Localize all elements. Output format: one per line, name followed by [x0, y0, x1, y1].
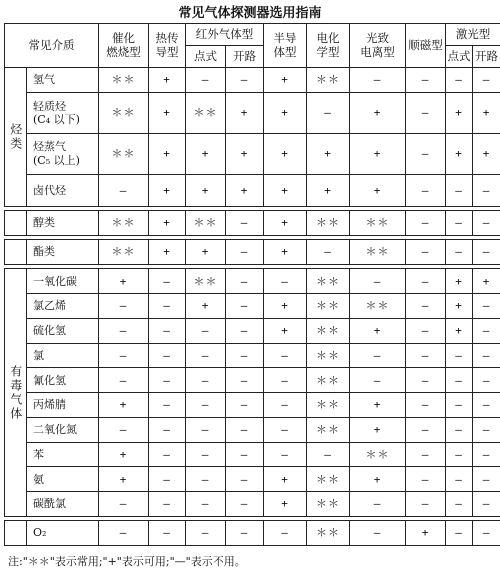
value-cell: + — [149, 68, 186, 93]
value-cell: ＊＊ — [307, 393, 350, 418]
medium-name-cell: 碳酰氯 — [27, 492, 99, 517]
value-cell: — — [226, 442, 264, 467]
value-cell: — — [307, 442, 350, 467]
medium-name-cell: 氢气 — [27, 68, 99, 93]
value-cell: ＊＊ — [307, 343, 350, 368]
value-cell: — — [350, 368, 406, 393]
value-cell: — — [186, 318, 226, 343]
value-cell: + — [264, 240, 307, 265]
value-cell: — — [473, 417, 500, 442]
value-cell: — — [99, 318, 149, 343]
value-cell: ＊＊ — [350, 294, 406, 319]
medium-name-cell: 轻质烃 (C₄ 以下) — [27, 92, 99, 133]
value-cell: — — [473, 318, 500, 343]
value-cell: — — [406, 442, 446, 467]
value-cell: + — [149, 92, 186, 133]
value-cell: — — [406, 269, 446, 294]
value-cell: ＊＊ — [350, 442, 406, 467]
value-cell: — — [264, 521, 307, 546]
value-cell: + — [186, 133, 226, 174]
value-cell: + — [446, 269, 473, 294]
value-cell: — — [149, 318, 186, 343]
value-cell: — — [406, 68, 446, 93]
value-cell: — — [473, 294, 500, 319]
value-cell: + — [350, 417, 406, 442]
value-cell: — — [149, 492, 186, 517]
value-cell: — — [226, 368, 264, 393]
value-cell: + — [350, 467, 406, 492]
value-cell: + — [446, 294, 473, 319]
value-cell: — — [446, 492, 473, 517]
value-cell: ＊＊ — [307, 492, 350, 517]
value-cell: — — [186, 393, 226, 418]
value-cell: ＊＊ — [186, 211, 226, 236]
value-cell: — — [350, 269, 406, 294]
value-cell: — — [446, 521, 473, 546]
table-row — [5, 133, 500, 174]
value-cell: + — [186, 294, 226, 319]
value-cell: — — [446, 240, 473, 265]
value-cell: — — [149, 393, 186, 418]
value-cell: + — [473, 269, 500, 294]
value-cell: — — [99, 521, 149, 546]
value-cell: + — [473, 133, 500, 174]
value-cell: — — [226, 343, 264, 368]
value-cell: — — [406, 393, 446, 418]
value-cell: + — [149, 133, 186, 174]
table-row — [5, 467, 500, 492]
value-cell: — — [149, 442, 186, 467]
value-cell: ＊＊ — [307, 467, 350, 492]
value-cell: — — [446, 174, 473, 206]
category-cell — [5, 240, 27, 265]
value-cell: — — [264, 417, 307, 442]
value-cell: + — [350, 92, 406, 133]
value-cell: — — [99, 368, 149, 393]
value-cell: — — [446, 211, 473, 236]
medium-name-cell: 氯乙烯 — [27, 294, 99, 319]
table-row — [5, 318, 500, 343]
value-cell: ＊＊ — [186, 92, 226, 133]
value-cell: + — [149, 240, 186, 265]
value-cell: — — [446, 393, 473, 418]
value-cell: + — [350, 174, 406, 206]
value-cell: + — [99, 269, 149, 294]
value-cell: — — [406, 492, 446, 517]
value-cell: ＊＊ — [307, 294, 350, 319]
value-cell: — — [446, 68, 473, 93]
value-cell: — — [406, 343, 446, 368]
table-row — [5, 174, 500, 206]
header-medium: 常见介质 — [5, 24, 99, 68]
value-cell: — — [186, 467, 226, 492]
value-cell: + — [350, 318, 406, 343]
table-row — [5, 343, 500, 368]
value-cell: — — [473, 343, 500, 368]
value-cell: — — [226, 211, 264, 236]
value-cell: — — [406, 417, 446, 442]
value-cell: + — [226, 92, 264, 133]
table-row — [5, 92, 500, 133]
value-cell: — — [473, 492, 500, 517]
value-cell: + — [99, 467, 149, 492]
value-cell: — — [473, 442, 500, 467]
value-cell: — — [226, 467, 264, 492]
table-row — [5, 269, 500, 294]
value-cell: — — [186, 417, 226, 442]
table-body — [5, 68, 500, 546]
category-cell: 有毒气体 — [5, 269, 27, 517]
table-row — [5, 368, 500, 393]
value-cell: — — [446, 417, 473, 442]
header-infrared: 红外气体型 — [186, 24, 264, 46]
value-cell: — — [264, 393, 307, 418]
value-cell: — — [186, 492, 226, 517]
value-cell: — — [350, 492, 406, 517]
value-cell: ＊＊ — [307, 368, 350, 393]
category-cell — [5, 521, 27, 546]
header-catalytic: 催化 燃烧型 — [99, 24, 149, 68]
value-cell: — — [307, 92, 350, 133]
value-cell: ＊＊ — [99, 68, 149, 93]
value-cell: + — [446, 92, 473, 133]
value-cell: — — [473, 393, 500, 418]
value-cell: — — [226, 318, 264, 343]
table-row — [5, 294, 500, 319]
medium-name-cell: 氯 — [27, 343, 99, 368]
value-cell: — — [406, 211, 446, 236]
value-cell: + — [226, 133, 264, 174]
value-cell: + — [406, 521, 446, 546]
value-cell: + — [350, 393, 406, 418]
value-cell: — — [307, 240, 350, 265]
value-cell: — — [406, 174, 446, 206]
header-infrared-open: 开路 — [226, 46, 264, 68]
value-cell: — — [446, 368, 473, 393]
table-row — [5, 417, 500, 442]
value-cell: + — [186, 240, 226, 265]
value-cell: — — [446, 467, 473, 492]
value-cell: + — [264, 294, 307, 319]
medium-name-cell: 醇类 — [27, 211, 99, 236]
medium-name-cell: 烃蒸气 (C₅ 以上) — [27, 133, 99, 174]
header-semiconductor: 半导 体型 — [264, 24, 307, 68]
table-row — [5, 492, 500, 517]
value-cell: ＊＊ — [307, 417, 350, 442]
header-thermal: 热传 导型 — [149, 24, 186, 68]
value-cell: — — [264, 442, 307, 467]
value-cell: — — [473, 521, 500, 546]
value-cell: + — [264, 492, 307, 517]
medium-name-cell: 苯 — [27, 442, 99, 467]
value-cell: ＊＊ — [307, 68, 350, 93]
value-cell: — — [226, 68, 264, 93]
value-cell: — — [186, 442, 226, 467]
value-cell: — — [149, 368, 186, 393]
header-photoionization: 光致 电离型 — [350, 24, 406, 68]
value-cell: — — [264, 368, 307, 393]
category-cell: 烃类 — [5, 68, 27, 207]
value-cell: — — [406, 467, 446, 492]
medium-name-cell: 硫化氢 — [27, 318, 99, 343]
header-laser-open: 开路 — [473, 46, 500, 68]
value-cell: — — [406, 133, 446, 174]
value-cell: + — [264, 467, 307, 492]
value-cell: + — [446, 318, 473, 343]
value-cell: — — [406, 368, 446, 393]
value-cell: — — [99, 343, 149, 368]
value-cell: — — [350, 68, 406, 93]
value-cell: + — [149, 174, 186, 206]
table-row — [5, 521, 500, 546]
value-cell: ＊＊ — [186, 269, 226, 294]
value-cell: — — [350, 521, 406, 546]
value-cell: — — [186, 68, 226, 93]
value-cell: — — [149, 467, 186, 492]
value-cell: ＊＊ — [99, 240, 149, 265]
value-cell: — — [264, 343, 307, 368]
value-cell: ＊＊ — [350, 240, 406, 265]
header-electrochemical: 电化 学型 — [307, 24, 350, 68]
header-infrared-point: 点式 — [186, 46, 226, 68]
value-cell: + — [473, 92, 500, 133]
medium-name-cell: 丙烯腈 — [27, 393, 99, 418]
value-cell: + — [99, 393, 149, 418]
value-cell: — — [99, 294, 149, 319]
medium-name-cell: 二氧化氮 — [27, 417, 99, 442]
value-cell: — — [406, 92, 446, 133]
value-cell: — — [186, 343, 226, 368]
value-cell: — — [406, 294, 446, 319]
footnote: 注:"＊＊"表示常用;"+"表示可用;"—"表示不用。 — [8, 555, 246, 568]
value-cell: + — [99, 442, 149, 467]
table-row — [5, 211, 500, 236]
value-cell: + — [264, 133, 307, 174]
table-row — [5, 68, 500, 93]
value-cell: + — [350, 133, 406, 174]
header-laser-point: 点式 — [446, 46, 473, 68]
value-cell: — — [446, 442, 473, 467]
value-cell: + — [307, 174, 350, 206]
value-cell: + — [446, 133, 473, 174]
value-cell: — — [446, 343, 473, 368]
medium-name-cell: 氰化氢 — [27, 368, 99, 393]
value-cell: — — [99, 417, 149, 442]
value-cell: — — [149, 294, 186, 319]
medium-name-cell: 一氧化碳 — [27, 269, 99, 294]
value-cell: — — [99, 492, 149, 517]
value-cell: — — [149, 269, 186, 294]
value-cell: ＊＊ — [99, 211, 149, 236]
value-cell: + — [264, 318, 307, 343]
value-cell: — — [226, 492, 264, 517]
medium-name-cell: O₂ — [27, 521, 99, 546]
value-cell: ＊＊ — [307, 211, 350, 236]
value-cell: ＊＊ — [350, 211, 406, 236]
value-cell: + — [149, 211, 186, 236]
value-cell: — — [406, 318, 446, 343]
gas-detector-table — [4, 23, 500, 546]
value-cell: — — [226, 521, 264, 546]
category-cell — [5, 211, 27, 236]
value-cell: — — [226, 417, 264, 442]
value-cell: — — [226, 294, 264, 319]
value-cell: + — [264, 174, 307, 206]
value-cell: — — [473, 368, 500, 393]
page-title: 常见气体探测器选用指南 — [178, 6, 322, 21]
value-cell: — — [473, 68, 500, 93]
header-laser: 激光型 — [446, 24, 500, 46]
medium-name-cell: 酯类 — [27, 240, 99, 265]
value-cell: — — [149, 521, 186, 546]
value-cell: + — [264, 92, 307, 133]
value-cell: — — [226, 240, 264, 265]
value-cell: ＊＊ — [307, 269, 350, 294]
value-cell: ＊＊ — [307, 521, 350, 546]
value-cell: — — [473, 211, 500, 236]
value-cell: — — [406, 240, 446, 265]
value-cell: — — [149, 417, 186, 442]
value-cell: + — [226, 174, 264, 206]
value-cell: + — [264, 211, 307, 236]
header-paramagnetic: 顺磁型 — [406, 24, 446, 68]
value-cell: ＊＊ — [99, 133, 149, 174]
value-cell: ＊＊ — [99, 92, 149, 133]
value-cell: — — [149, 343, 186, 368]
medium-name-cell: 氨 — [27, 467, 99, 492]
value-cell: — — [473, 467, 500, 492]
value-cell: — — [226, 269, 264, 294]
value-cell: + — [264, 68, 307, 93]
value-cell: — — [473, 174, 500, 206]
table-row — [5, 393, 500, 418]
value-cell: — — [186, 521, 226, 546]
value-cell: — — [186, 368, 226, 393]
table-row — [5, 240, 500, 265]
value-cell: — — [99, 174, 149, 206]
value-cell: — — [264, 269, 307, 294]
medium-name-cell: 卤代烃 — [27, 174, 99, 206]
value-cell: + — [186, 174, 226, 206]
value-cell: — — [350, 343, 406, 368]
value-cell: — — [226, 393, 264, 418]
value-cell: — — [473, 240, 500, 265]
value-cell: + — [307, 133, 350, 174]
value-cell: ＊＊ — [307, 318, 350, 343]
table-row — [5, 442, 500, 467]
